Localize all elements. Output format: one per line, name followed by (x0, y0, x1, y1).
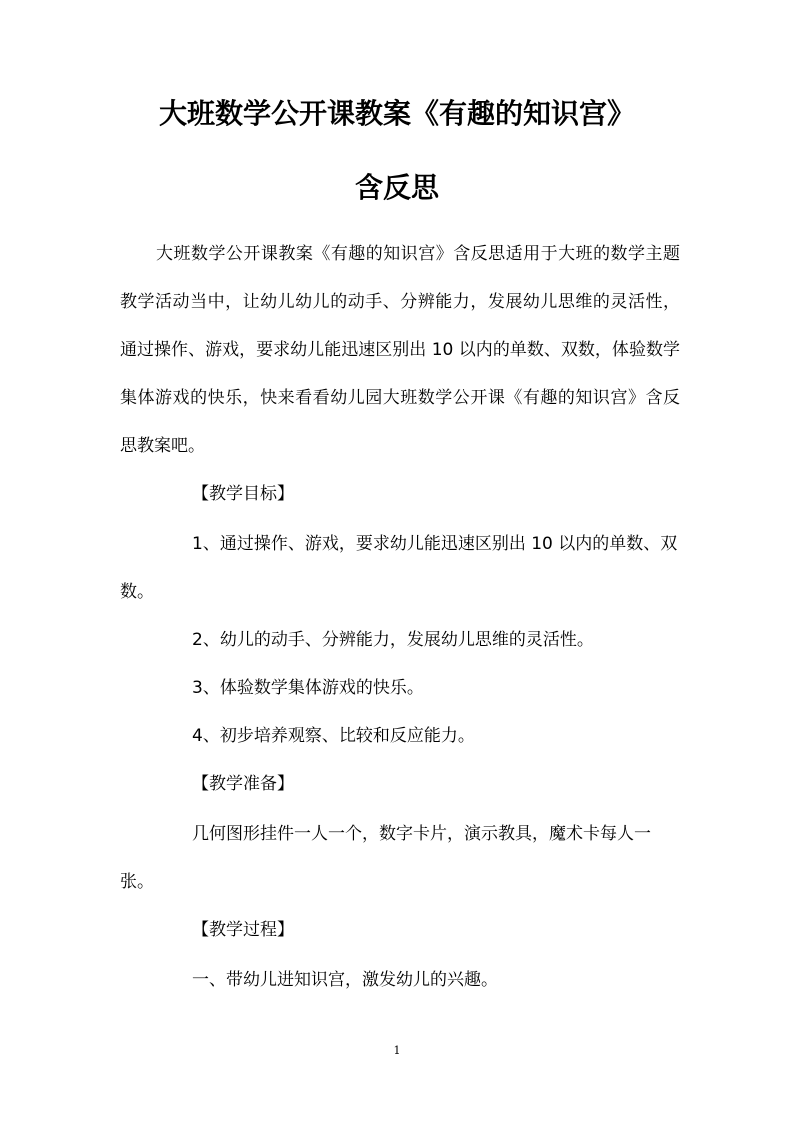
prep-heading: 【教学准备】 (192, 774, 294, 794)
process-heading: 【教学过程】 (192, 920, 294, 940)
title-line-1: 大班数学公开课教案《有趣的知识宫》 (158, 97, 635, 130)
goal-item-3: 3、体验数学集体游戏的快乐。 (192, 678, 424, 698)
goal-item-1: 1、通过操作、游戏，要求幼儿能迅速区别出 10 以内的单数、双数。 (120, 534, 678, 602)
page-number: 1 (393, 1044, 401, 1057)
goals-heading: 【教学目标】 (192, 484, 294, 504)
process-step-1: 一、带幼儿进知识宫，激发幼儿的兴趣。 (192, 970, 498, 990)
title-line-2: 含反思 (354, 171, 439, 204)
prep-paragraph: 几何图形挂件一人一个，数字卡片，演示教具，魔术卡每人一张。 (120, 824, 651, 892)
intro-paragraph: 大班数学公开课教案《有趣的知识宫》含反思适用于大班的数学主题教学活动当中，让幼儿幼儿的动手、分辨能力，发展幼儿思维的灵活性，通过操作、游戏，要求幼儿能迅速区别出 10 以内的单数、双数，体验数学集体游戏的快乐，快来看看幼儿园大班数学公开课《有趣的知识宫》含反思教案吧。 (120, 244, 680, 456)
goal-item-4: 4、初步培养观察、比较和反应能力。 (192, 726, 475, 746)
goal-item-2: 2、幼儿的动手、分辨能力，发展幼儿思维的灵活性。 (192, 630, 594, 650)
